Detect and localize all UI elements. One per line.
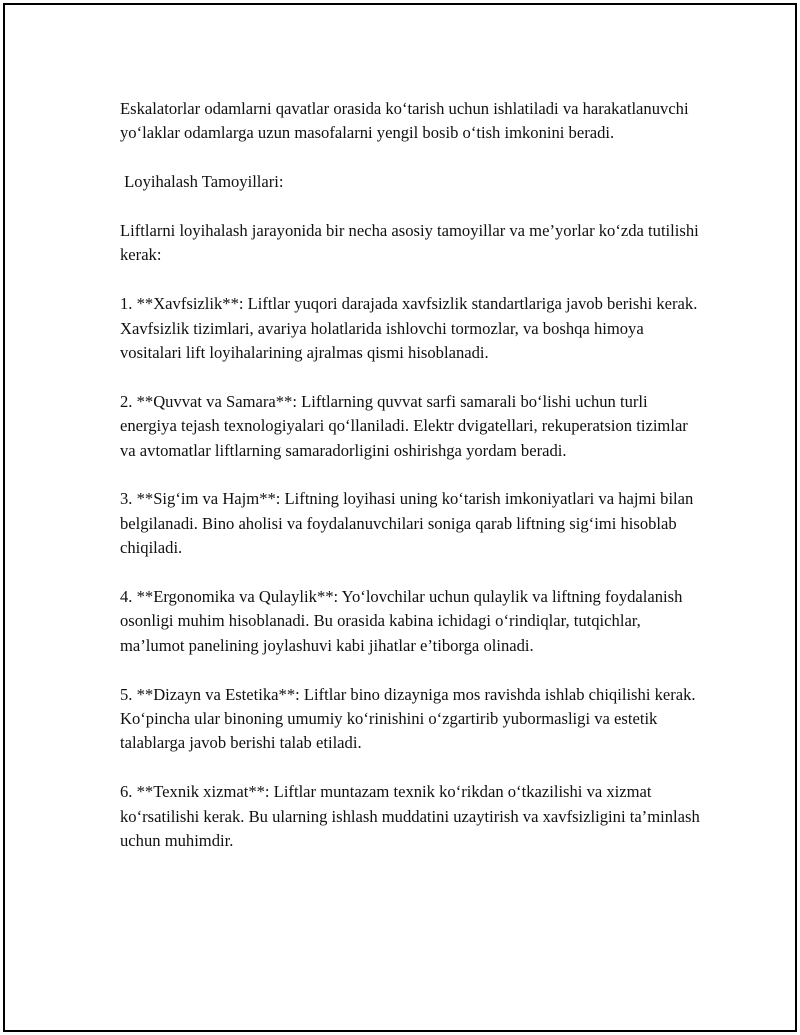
list-item-power-efficiency: 2. **Quvvat va Samara**: Liftlarning quvvat sarfi samarali bo‘lishi uchun turli energiya tejash texnologiyalari qo‘llaniladi. Elektr dvigatellari, rekuperatsion tizimlar va avtomatlar liftlarning samaradorligini oshirishga yordam beradi. xyxy=(120,391,692,460)
intro-paragraph: Eskalatorlar odamlarni qavatlar orasida ko‘tarish uchun ishlatiladi va harakatlanuvchi yo‘laklar odamlarga uzun masofalarni yengil bosib o‘tish imkonini beradi. xyxy=(120,99,693,143)
document-page xyxy=(3,3,797,1032)
section-heading: Loyihalash Tamoyillari: xyxy=(120,172,284,192)
document-body xyxy=(120,97,704,878)
section-intro-paragraph: Liftlarni loyihalash jarayonida bir necha asosiy tamoyillar va me’yorlar ko‘zda tutilishi kerak: xyxy=(120,221,703,265)
list-item-safety: 1. **Xavfsizlik**: Liftlar yuqori darajada xavfsizlik standartlariga javob berishi kerak. Xavfsizlik tizimlari, avariya holatlarida ishlovchi tormozlar, va boshqa himoya vositalari lift loyihalarining ajralmas qismi hisoblanadi. xyxy=(120,294,702,363)
list-item-maintenance: 6. **Texnik xizmat**: Liftlar muntazam texnik ko‘rikdan o‘tkazilishi va xizmat ko‘rsatilishi kerak. Bu ularning ishlash muddatini uzaytirish va xavfsizligini ta’minlash uchun muhimdir. xyxy=(120,782,704,851)
list-item-ergonomics: 4. **Ergonomika va Qulaylik**: Yo‘lovchilar uchun qulaylik va liftning foydalanish osonligi muhim hisoblanadi. Bu orasida kabina ichidagi o‘rindiqlar, tutqichlar, ma’lumot panelining joylashuvi kabi jihatlar e’tiborga olinadi. xyxy=(120,587,687,655)
list-item-design: 5. **Dizayn va Estetika**: Liftlar bino dizayniga mos ravishda ishlab chiqilishi kerak. Ko‘pincha ular binoning umumiy ko‘rinishini o‘zgartirib yubormasligi va estetik talablarga javob berishi talab etiladi. xyxy=(120,684,700,753)
list-item-capacity: 3. **Sig‘im va Hajm**: Liftning loyihasi uning ko‘tarish imkoniyatlari va hajmi bilan belgilanadi. Bino aholisi va foydalanuvchilari soniga qarab liftning sig‘imi hisoblab chiqiladi. xyxy=(120,489,698,558)
